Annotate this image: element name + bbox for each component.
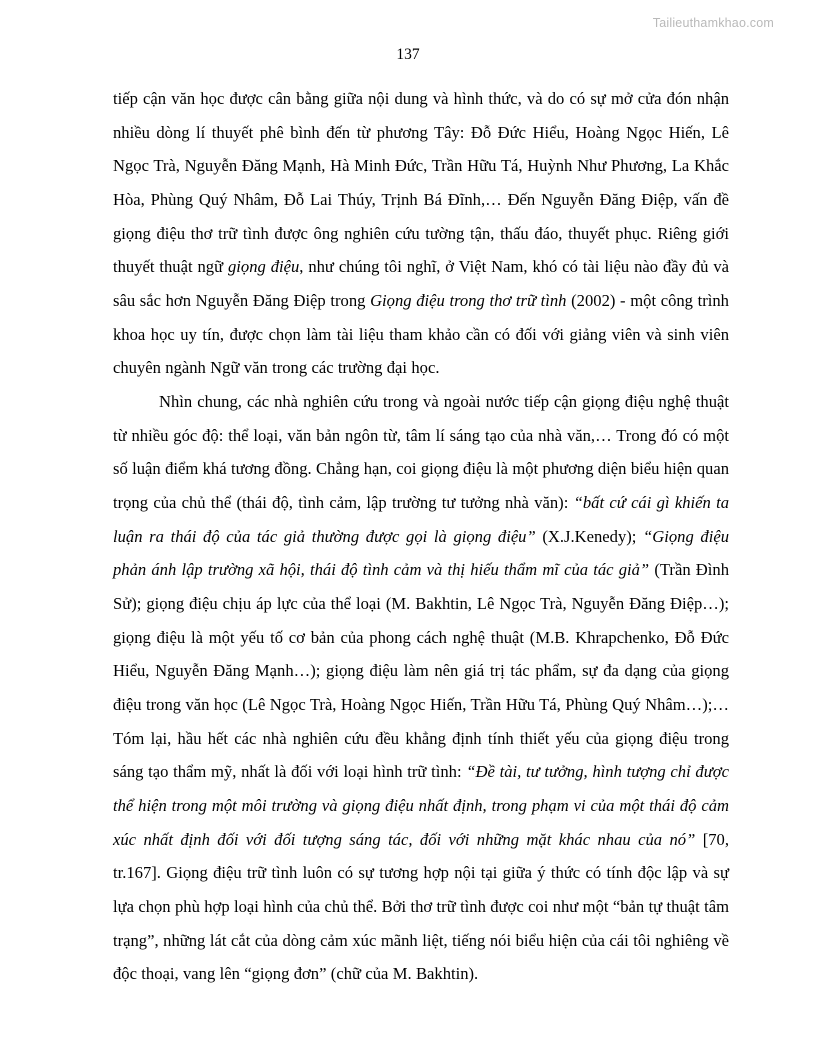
body-paragraph (113, 82, 729, 385)
italic-run: “bất cứ cái gì khiến ta luận ra thái độ của tác giả thường được gọi là giọng điệu” (113, 493, 729, 546)
italic-run: Giọng điệu trong thơ trữ tình (370, 291, 567, 311)
text-run: Nhìn chung, các nhà nghiên cứu trong và ngoài nước tiếp cận giọng điệu nghệ thuật từ nhiều góc độ: thể loại, văn bản ngôn từ, tâm lí sáng tạo của nhà văn,… Trong đó có một số luận điểm khá tương đồng. Chẳng hạn, coi giọng điệu là một phương diện biểu hiện quan trọng của chủ thể (thái độ, tình cảm, lập trường tư tưởng nhà văn): (113, 392, 729, 513)
text-run: (Trần Đình Sử); giọng điệu chịu áp lực của thể loại (M. Bakhtin, Lê Ngọc Trà, Nguyễn Đăng Điệp…); giọng điệu là một yếu tố cơ bản của phong cách nghệ thuật (M.B. Khrapchenko, Đỗ Đức Hiểu, Nguyễn Đăng Mạnh…); giọng điệu làm nên giá trị tác phẩm, sự đa dạng của giọng điệu trong văn học (Lê Ngọc Trà, Hoàng Ngọc Hiến, Trần Hữu Tá, Phùng Quý Nhâm…);… Tóm lại, hầu hết các nhà nghiên cứu đều khẳng định tính thiết yếu của giọng điệu trong sáng tạo thẩm mỹ, nhất là đối với loại hình trữ tình: (113, 560, 729, 782)
text-run: [70, tr.167]. Giọng điệu trữ tình luôn có sự tương hợp nội tại giữa ý thức có tính độc lập và sự lựa chọn phù hợp loại hình của chủ thể. Bởi thơ trữ tình được coi như một “bản tự thuật tâm trạng”, những lát cắt của dòng cảm xúc mãnh liệt, tiếng nói biểu hiện của cái tôi nghiêng về độc thoại, vang lên “giọng đơn” (chữ của M. Bakhtin). (113, 829, 729, 984)
body-paragraph (113, 385, 729, 991)
italic-run: giọng điệu (227, 257, 300, 277)
watermark-text: Tailieuthamkhao.com (652, 16, 774, 30)
italic-run: “Đề tài, tư tưởng, hình tượng chỉ được thể hiện trong một môi trường và giọng điệu nhất định, trong phạm vi của một thái độ cảm xúc nhất định đối với đối tượng sáng tác, đối với những mặt khác nhau của nó” (113, 762, 729, 849)
text-run: (X.J.Kenedy); (535, 526, 644, 546)
text-run: tiếp cận văn học được cân bằng giữa nội dung và hình thức, và do có sự mở cửa đón nhận nhiều dòng lí thuyết phê bình đến từ phương Tây: Đỗ Đức Hiểu, Hoàng Ngọc Hiến, Lê Ngọc Trà, Nguyễn Đăng Mạnh, Hà Minh Đức, Trần Hữu Tá, Huỳnh Như Phương, La Khắc Hòa, Phùng Quý Nhâm, Đỗ Lai Thúy, Trịnh Bá Đĩnh,… Đến Nguyễn Đăng Điệp, vấn đề giọng điệu thơ trữ tình được ông nghiên cứu tường tận, thấu đáo, thuyết phục. Riêng giới thuyết thuật ngữ (113, 89, 729, 277)
text-run: (2002) - một công trình khoa học uy tín, được chọn làm tài liệu tham khảo cần có đối với giảng viên và sinh viên chuyên ngành Ngữ văn trong các trường đại học. (113, 291, 729, 378)
paragraph-container (113, 82, 729, 991)
page-body (113, 82, 729, 991)
page-number: 137 (396, 46, 420, 63)
italic-run: “Giọng điệu phản ánh lập trường xã hội, thái độ tình cảm và thị hiếu thẩm mĩ của tác giả” (113, 526, 729, 580)
text-run: , như chúng tôi nghĩ, ở Việt Nam, khó có tài liệu nào đầy đủ và sâu sắc hơn Nguyễn Đăng Điệp trong (113, 257, 730, 311)
